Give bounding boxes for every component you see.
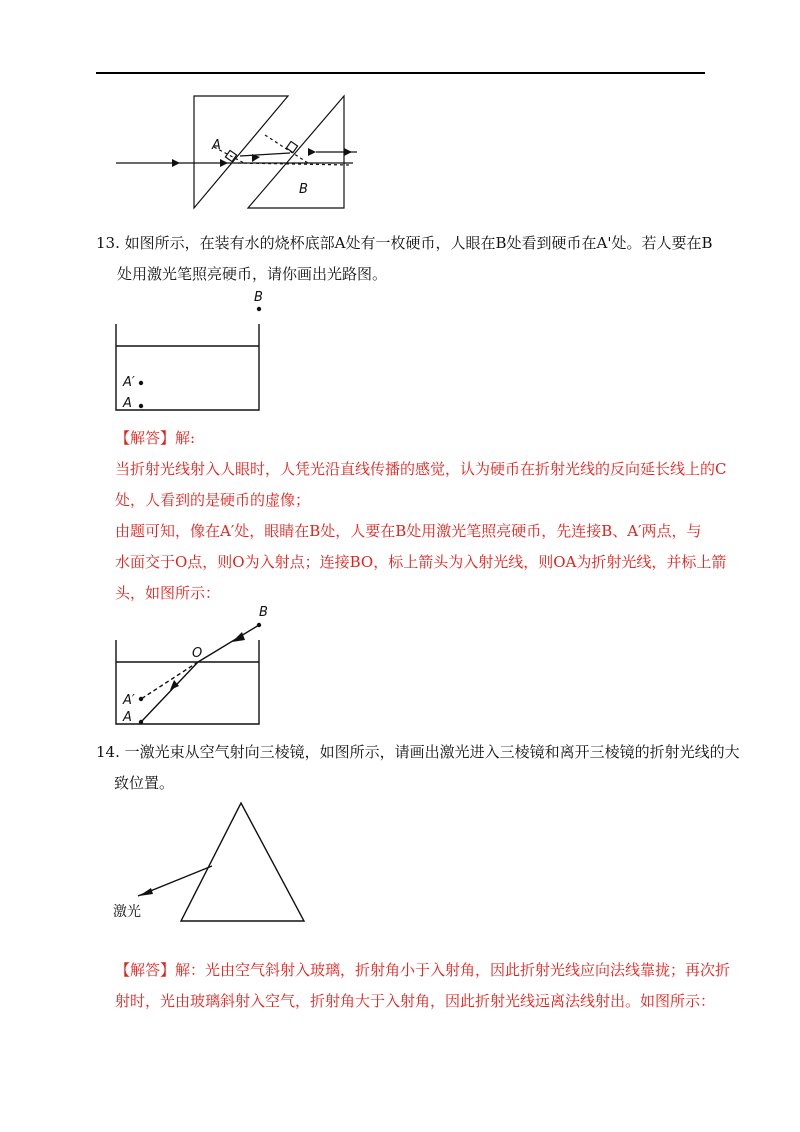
question-text-line1: 如图所示，在装有水的烧杯底部A处有一枚硬币，人眼在B处看到硬币在A'处。若人要在B (124, 234, 713, 252)
answer-tag: 【解答】 (115, 961, 176, 979)
header-rule (96, 72, 705, 74)
beaker-answer-figure (112, 600, 282, 728)
answer-tag-suffix: 解: (175, 429, 196, 447)
label-a: A (212, 138, 221, 153)
answer-line1: 当折射光线射入人眼时，人凭光沿直线传播的感觉，认为硬币在折射光线的反向延长线上的C (115, 460, 727, 478)
answer-tag: 【解答】 (115, 429, 176, 447)
prism-a-outline (194, 96, 288, 208)
normal-b (265, 135, 308, 163)
label-a: A (123, 710, 132, 725)
answer-14 (115, 955, 731, 1017)
refracted-ray (141, 662, 198, 722)
answer-line2: 射时，光由玻璃斜射入空气，折射角大于入射角，因此折射光线远离法线射出。如图所示： (115, 992, 716, 1010)
question-14 (96, 737, 740, 799)
question-number: 14. (96, 743, 120, 761)
label-b: B (259, 605, 268, 620)
label-a-prime: A′ (123, 693, 135, 708)
prism-pair-figure (110, 92, 370, 212)
question-text-line1: 一激光束从空气射向三棱镜，如图所示，请画出激光进入三棱镜和离开三棱镜的折射光线的大 (124, 743, 740, 761)
extension-line (141, 662, 198, 699)
label-b: B (254, 290, 263, 305)
label-a: A (123, 396, 132, 411)
beaker-figure (112, 286, 272, 414)
answer-line4: 水面交于O点，则O为入射点；连接BO，标上箭头为入射光线，则OA为折射光线，并标上箭 (115, 553, 727, 571)
answer-13 (115, 423, 727, 609)
question-text-line2: 处用激光笔照亮硬币，请你画出光路图。 (117, 265, 388, 283)
question-number: 13. (96, 234, 120, 252)
label-o: O (192, 646, 203, 661)
label-b: B (299, 182, 308, 197)
prism-outline (181, 803, 304, 921)
question-13 (96, 228, 716, 290)
answer-line5: 头，如图所示： (115, 584, 221, 602)
label-a-prime: A′ (123, 375, 135, 390)
answer-line2: 处，人看到的是硬币的虚像； (115, 491, 311, 509)
answer-line3: 由题可知，像在A′处，眼睛在B处，人要在B处用激光笔照亮硬币，先连接B、A′两点，与 (115, 522, 702, 540)
answer-line1: 解：光由空气斜射入玻璃，折射角小于入射角，因此折射光线应向法线靠拢；再次折 (175, 961, 731, 979)
laser-label: 激光 (113, 904, 141, 920)
incident-ray (198, 625, 259, 662)
prism-figure (108, 800, 318, 930)
question-text-line2: 致位置。 (114, 774, 175, 792)
